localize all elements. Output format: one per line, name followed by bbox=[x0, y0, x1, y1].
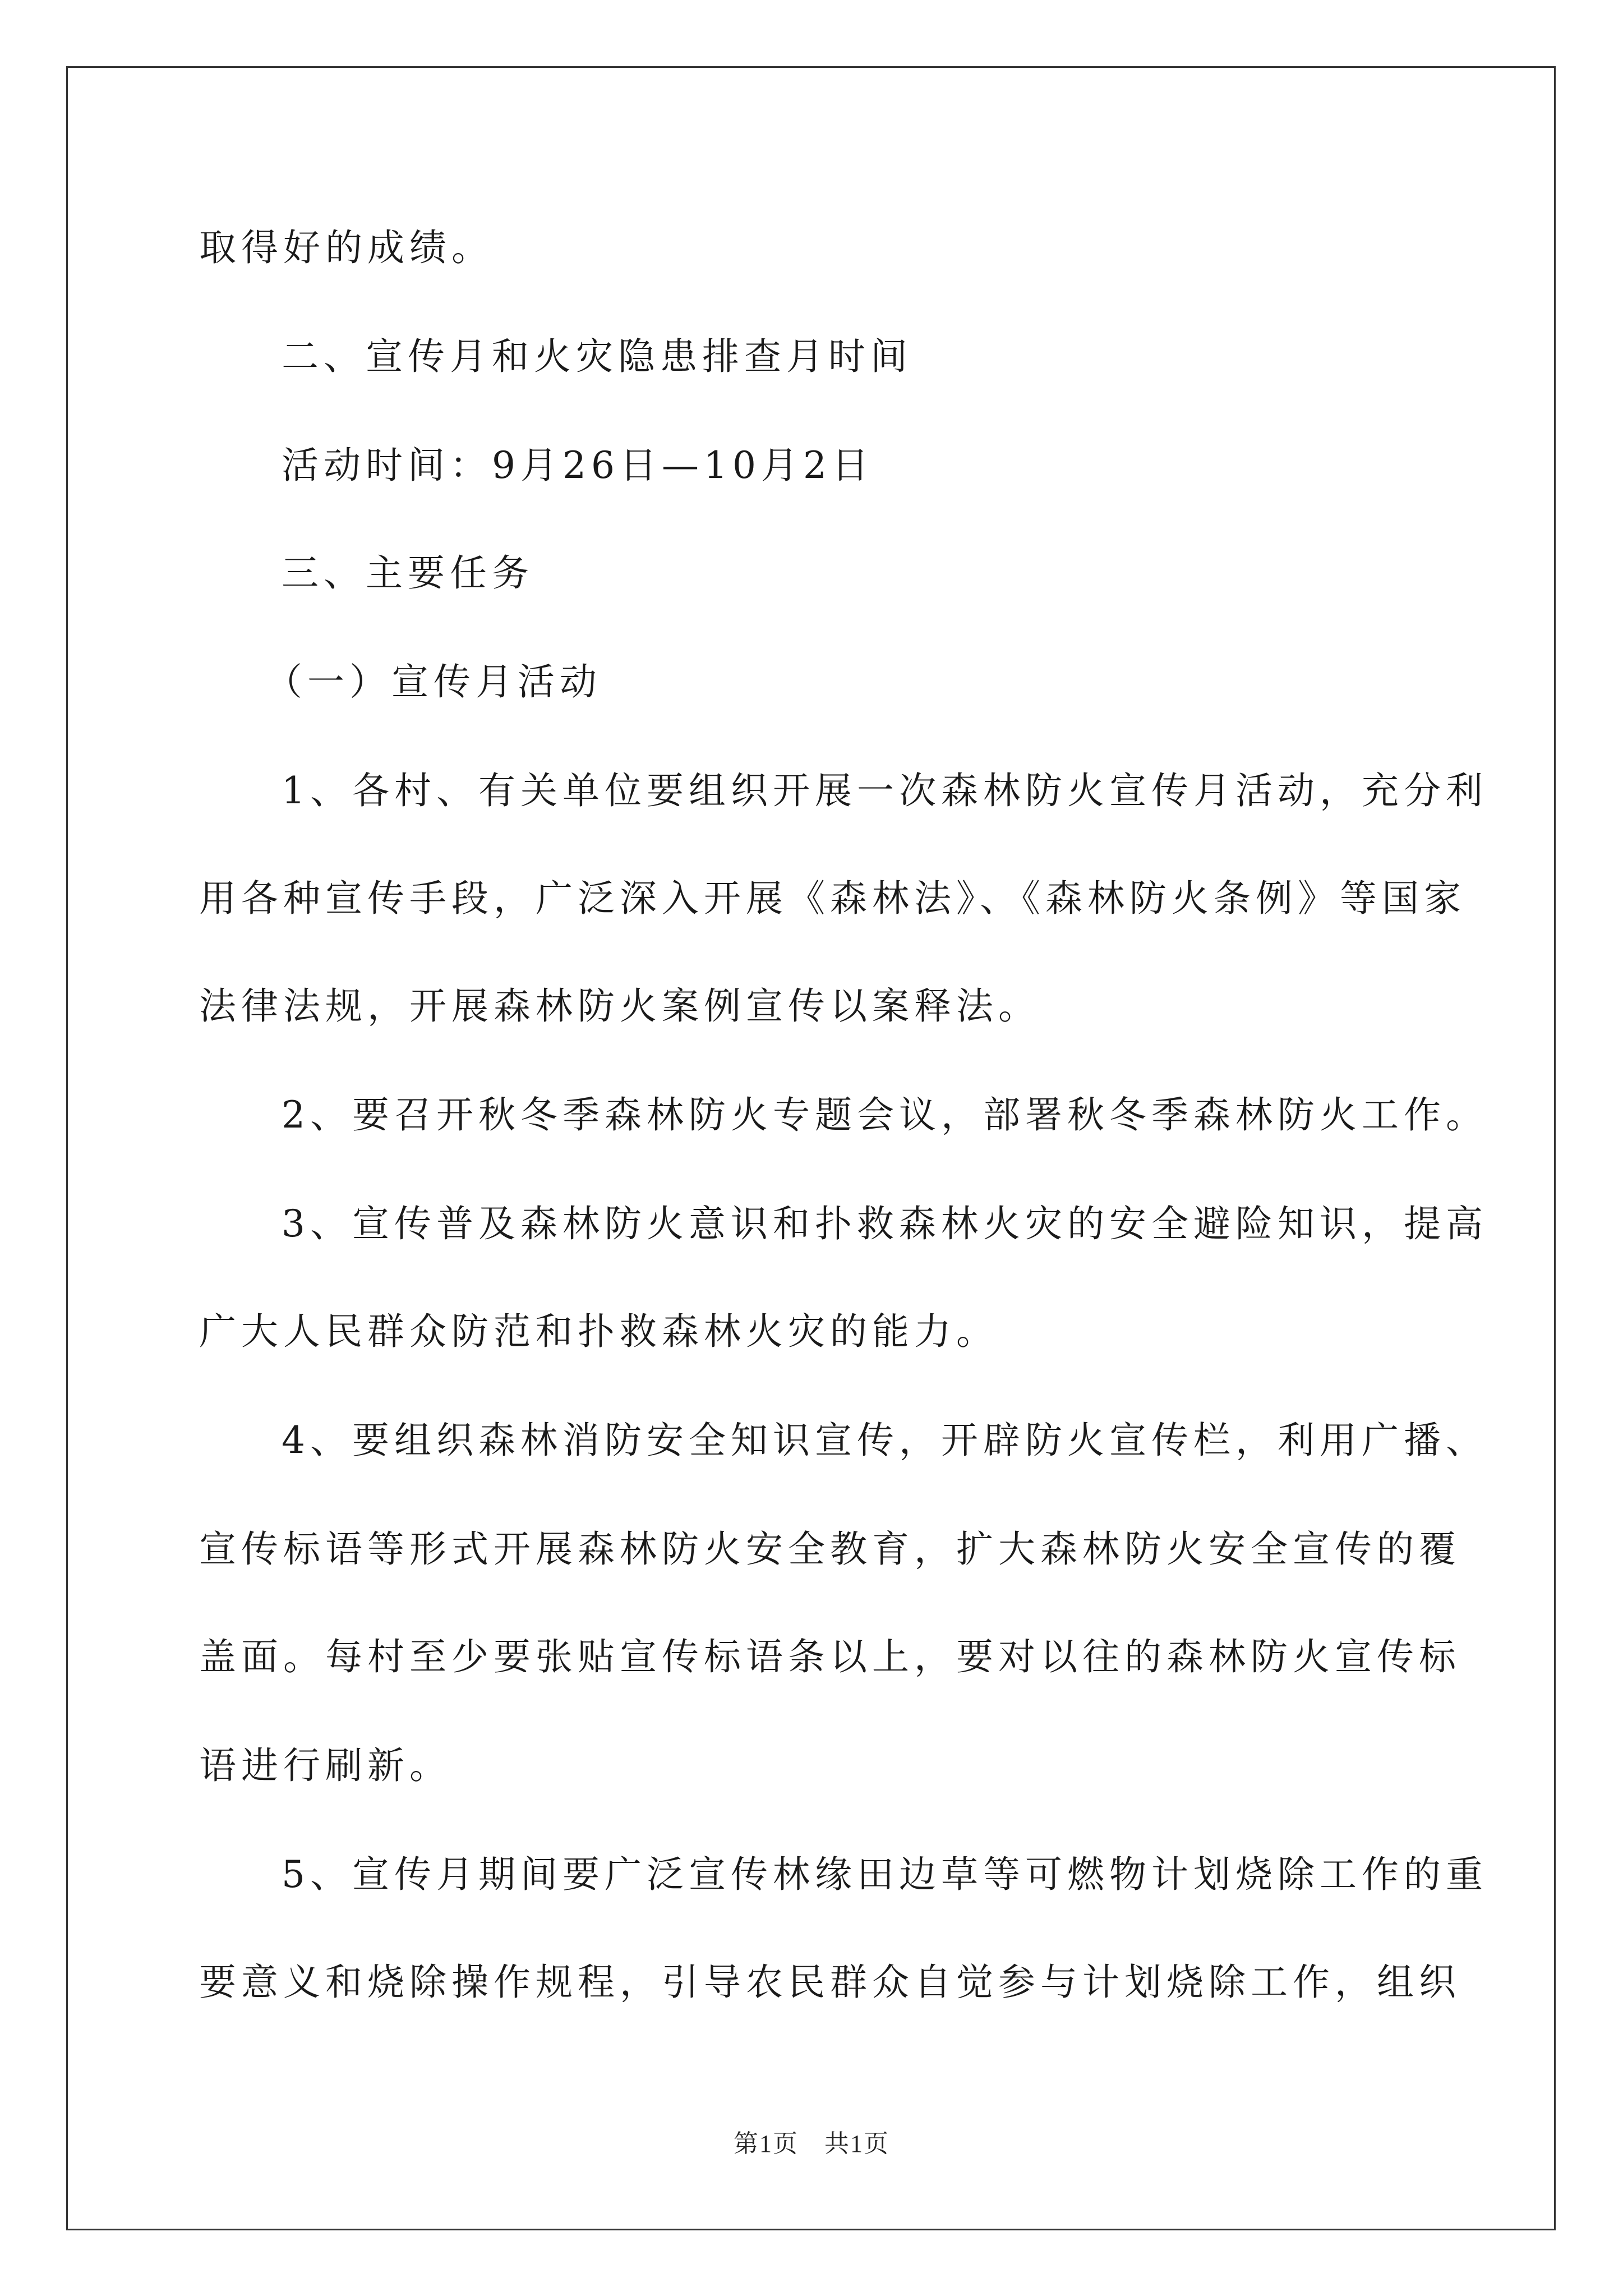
paragraph-line: 2、要召开秋冬季森林防火专题会议，部署秋冬季森林防火工作。 bbox=[282, 1093, 1488, 1137]
paragraph-line: 用各种宣传手段，广泛深入开展《森林法》、《森林防火条例》等国家 bbox=[199, 877, 1466, 920]
paragraph-line: 要意义和烧除操作规程，引导农民群众自觉参与计划烧除工作，组织 bbox=[199, 1961, 1461, 2004]
paragraph-line: 宣传标语等形式开展森林防火安全教育，扩大森林防火安全宣传的覆 bbox=[199, 1527, 1461, 1571]
paragraph-line: 1、各村、有关单位要组织开展一次森林防火宣传月活动，充分利 bbox=[282, 769, 1488, 812]
page-footer: 第1页 共1页 bbox=[734, 2130, 889, 2157]
paragraph-line: 盖面。每村至少要张贴宣传标语条以上，要对以往的森林防火宣传标 bbox=[199, 1635, 1461, 1678]
paragraph-line: 广大人民群众防范和扑救森林火灾的能力。 bbox=[199, 1310, 998, 1353]
paragraph-line: 活动时间：9月26日—10月2日 bbox=[282, 444, 874, 487]
paragraph-line: 法律法规，开展森林防火案例宣传以案释法。 bbox=[199, 984, 1040, 1028]
section-heading: 二、宣传月和火灾隐患排查月时间 bbox=[282, 335, 912, 378]
paragraph-line: 语进行刷新。 bbox=[199, 1744, 451, 1787]
paragraph-line: 3、宣传普及森林防火意识和扑救森林火灾的安全避险知识，提高 bbox=[282, 1202, 1488, 1245]
subsection-heading: （一）宣传月活动 bbox=[265, 660, 602, 703]
paragraph-line: 取得好的成绩。 bbox=[199, 226, 494, 269]
page-border bbox=[66, 66, 1556, 2230]
section-heading: 三、主要任务 bbox=[282, 551, 534, 595]
paragraph-line: 4、要组织森林消防安全知识宣传，开辟防火宣传栏，利用广播、 bbox=[282, 1419, 1488, 1462]
paragraph-line: 5、宣传月期间要广泛宣传林缘田边草等可燃物计划烧除工作的重 bbox=[282, 1853, 1488, 1896]
